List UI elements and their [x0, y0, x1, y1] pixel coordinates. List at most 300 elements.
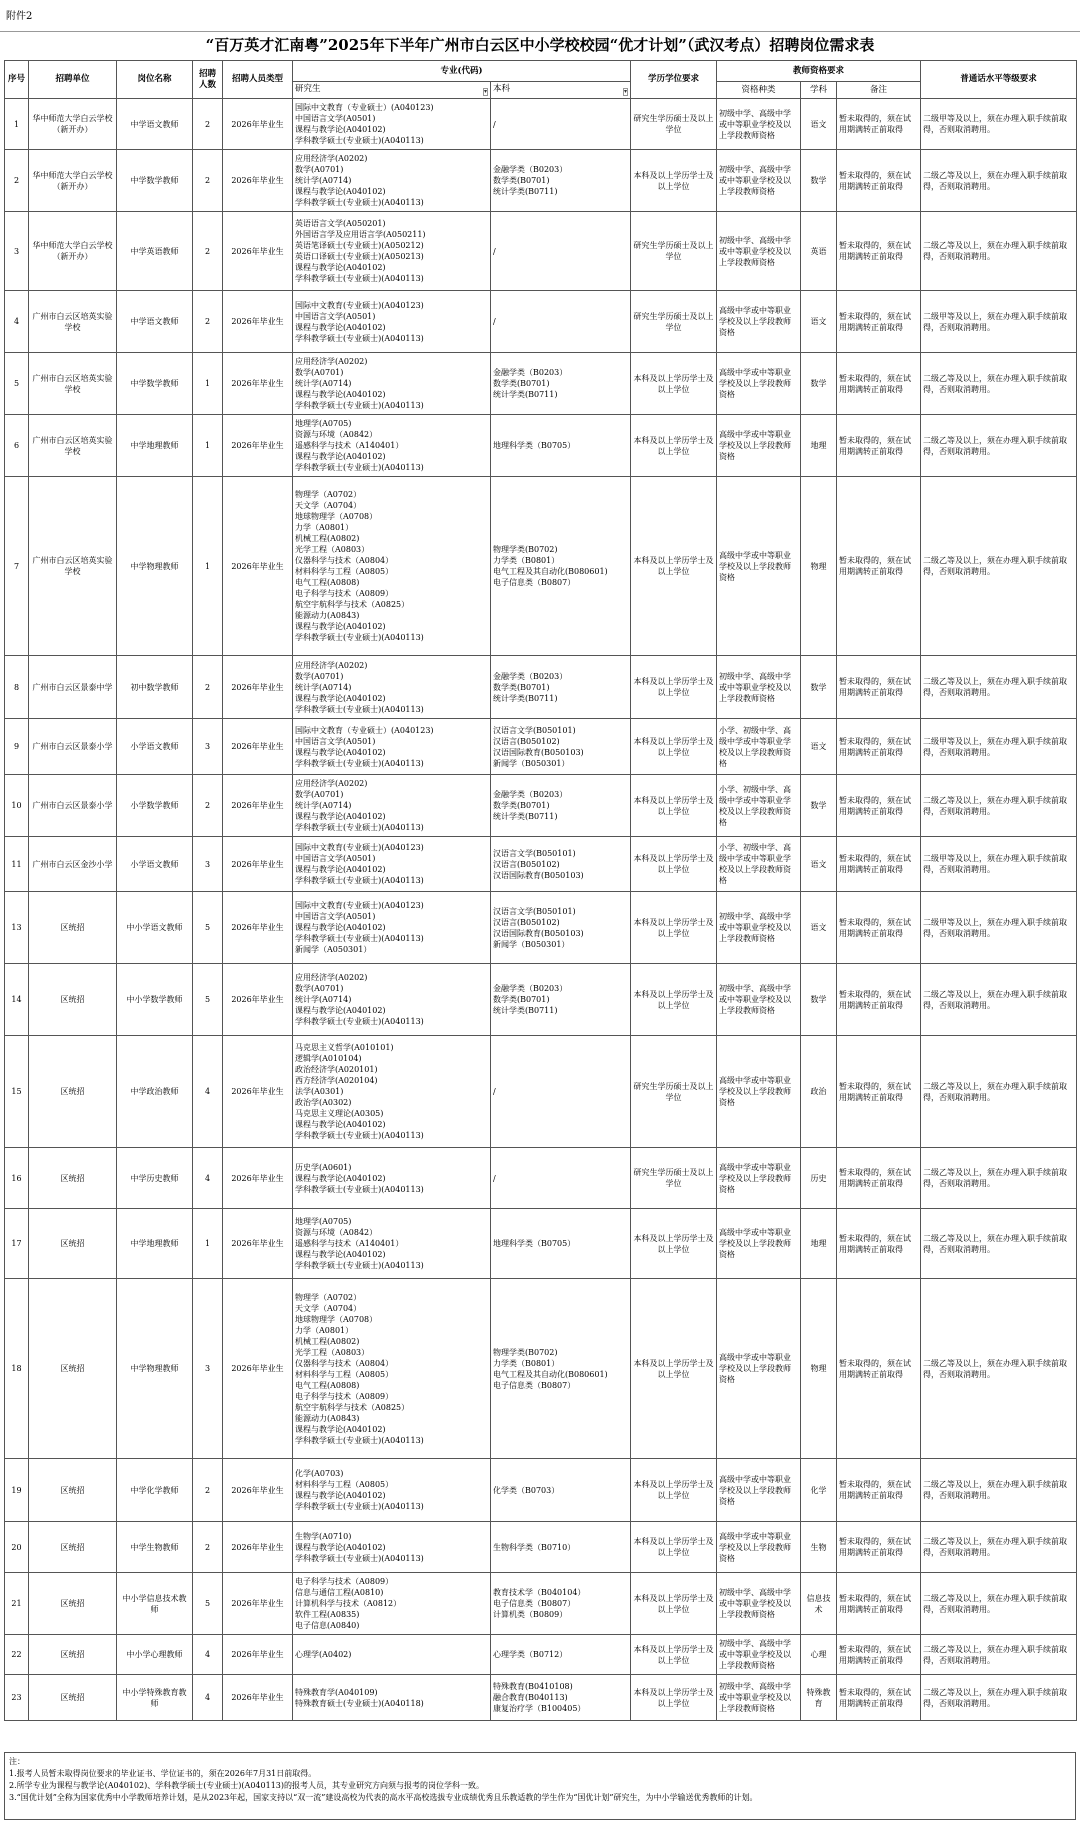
grad-line: 中国语言文学(A0501): [295, 736, 376, 746]
grad-line: 课程与教学论(A040102): [295, 1173, 386, 1183]
cell-edu: 本科及以上学历学士及以上学位: [631, 415, 717, 477]
cell-count: 1: [193, 353, 223, 415]
cell-type: 2026年毕业生: [223, 1635, 293, 1675]
grad-line: 历史学(A0601): [295, 1162, 352, 1172]
grad-line: 课程与教学论(A040102): [295, 923, 386, 932]
cell-count: 1: [193, 415, 223, 477]
table-row: [5, 656, 1077, 719]
grad-line: 统计学(A0714): [295, 682, 352, 692]
cell-grad: [293, 892, 491, 964]
ug-line: 汉语言文学(B050101): [493, 906, 576, 916]
cell-ug: [491, 837, 631, 892]
ug-line: 生物科学类（B0710）: [493, 1542, 576, 1552]
header-seq: 序号: [5, 61, 29, 99]
grad-line: 应用经济学(A0202): [295, 973, 368, 982]
cell-mandarin: 二级乙等及以上，须在办理入职手续前取得，否则取消聘用。: [921, 1459, 1077, 1522]
cell-unit: 区统招: [29, 1148, 117, 1209]
grad-line: 机械工程(A0802): [295, 1336, 360, 1346]
grad-line: 外国语言学及应用语言学(A050211): [295, 230, 426, 239]
cell-grad: [293, 99, 491, 150]
cell-subject: 语文: [801, 892, 837, 964]
grad-line: 课程与教学论(A040102): [295, 452, 386, 461]
cell-ug: [491, 656, 631, 719]
cell-mandarin: 二级乙等及以上，须在办理入职手续前取得，否则取消聘用。: [921, 353, 1077, 415]
cell-ug: [491, 353, 631, 415]
ug-line: 康复治疗学（B100405）: [493, 1704, 586, 1713]
grad-line: 物理学（A0702）: [295, 490, 362, 499]
cell-post: 中学语文教师: [117, 291, 193, 353]
cell-post: 中学物理教师: [117, 1279, 193, 1459]
cell-seq: 13: [5, 892, 29, 964]
grad-line: 地理学(A0705): [295, 1217, 352, 1226]
cell-ug: [491, 1459, 631, 1522]
cell-unit: 广州市白云区景泰小学: [29, 775, 117, 837]
table-row: [5, 719, 1077, 775]
cell-post: 中学生物教师: [117, 1522, 193, 1573]
cell-mandarin: 二级乙等及以上，须在办理入职手续前取得，否则取消聘用。: [921, 775, 1077, 837]
cell-edu: 本科及以上学历学士及以上学位: [631, 892, 717, 964]
grad-line: 物理学（A0702）: [295, 1292, 362, 1302]
grad-line: 课程与教学论(A040102): [295, 812, 386, 821]
cell-post: 中学数学教师: [117, 353, 193, 415]
grad-line: 政治学(A0302): [295, 1098, 352, 1107]
grad-line: 国际中文教育(专业硕士)(A040123): [295, 300, 424, 310]
cell-post: 小学数学教师: [117, 775, 193, 837]
grad-line: 课程与教学论(A040102): [295, 1424, 386, 1434]
cell-type: 2026年毕业生: [223, 415, 293, 477]
table-row: [5, 477, 1077, 656]
ug-line: 汉语国际教育(B050103): [493, 870, 584, 880]
grad-line: 数学(A0701): [295, 368, 344, 377]
grad-line: 西方经济学(A020104): [295, 1076, 378, 1085]
grad-line: 电气工程(A0808): [295, 578, 360, 587]
table-row: [5, 1209, 1077, 1279]
table-row: [5, 892, 1077, 964]
grad-line: 学科教学硕士(专业硕士)(A040113): [295, 704, 424, 714]
ug-line: 汉语言(B050102): [493, 917, 560, 927]
ug-line: 物理学类(B0702): [493, 545, 558, 554]
cell-remark: 暂未取得的，须在试用期满转正前取得: [837, 719, 921, 775]
cell-ug: [491, 964, 631, 1036]
cell-count: 4: [193, 1675, 223, 1721]
ug-line: 汉语言(B050102): [493, 859, 560, 869]
cell-seq: 23: [5, 1675, 29, 1721]
grad-line: 学科教学硕士(专业硕士)(A040113): [295, 1184, 424, 1194]
cell-remark: 暂未取得的，须在试用期满转正前取得: [837, 1279, 921, 1459]
cell-mandarin: 二级乙等及以上，须在办理入职手续前取得，否则取消聘用。: [921, 1573, 1077, 1635]
cell-subject: 数学: [801, 656, 837, 719]
cell-subject: 语文: [801, 99, 837, 150]
cell-edu: 本科及以上学历学士及以上学位: [631, 1279, 717, 1459]
grad-line: 光学工程（A0803）: [295, 545, 370, 554]
grad-line: 新闻学（A050301）: [295, 945, 372, 954]
cell-grad: [293, 719, 491, 775]
grad-line: 资源与环境（A0842）: [295, 1228, 378, 1237]
ug-line: 金融学类（B0203）: [493, 984, 568, 993]
grad-line: 数学(A0701): [295, 984, 344, 993]
cell-seq: 9: [5, 719, 29, 775]
cell-ug: [491, 1148, 631, 1209]
note-3: 3.“国优计划”全称为国家优秀中小学教师培养计划，是从2023年起，国家支持以“双一流”建设高校为代表的高水平高校选拔专业成绩优秀且乐教适教的学生作为“国优计划”研究生，为中小学输送优秀教师的计划。: [9, 1793, 758, 1802]
filter-dropdown-icon[interactable]: ▾: [624, 88, 628, 95]
cell-count: 4: [193, 1148, 223, 1209]
cell-ug: [491, 892, 631, 964]
ug-line: 金融学类（B0203）: [493, 671, 568, 681]
cell-unit: 华中师范大学白云学校（新开办）: [29, 150, 117, 212]
cell-grad: [293, 1635, 491, 1675]
ug-line: 心理学类（B0712）: [493, 1650, 568, 1659]
cell-edu: 本科及以上学历学士及以上学位: [631, 1459, 717, 1522]
cell-count: 2: [193, 1459, 223, 1522]
grad-line: 学科教学硕士(专业硕士)(A040113): [295, 633, 424, 642]
cell-type: 2026年毕业生: [223, 656, 293, 719]
table-row: [5, 1279, 1077, 1459]
grad-line: 电子信息(A0840): [295, 1621, 360, 1630]
grad-line: 逻辑学(A010104): [295, 1054, 362, 1063]
cell-mandarin: 二级乙等及以上，须在办理入职手续前取得，否则取消聘用。: [921, 212, 1077, 291]
cell-grad: [293, 1209, 491, 1279]
cell-type: 2026年毕业生: [223, 964, 293, 1036]
header-ug-label: 本科: [493, 84, 511, 94]
grad-line: 中国语言文学(A0501): [295, 311, 376, 321]
grad-line: 电子科学与技术（A0809）: [295, 589, 394, 598]
cell-mandarin: 二级乙等及以上，须在办理入职手续前取得，否则取消聘用。: [921, 1635, 1077, 1675]
ug-line: /: [493, 1173, 496, 1183]
grad-line: 课程与教学论(A040102): [295, 322, 386, 332]
grad-line: 应用经济学(A0202): [295, 154, 368, 163]
cell-edu: 本科及以上学历学士及以上学位: [631, 477, 717, 656]
grad-line: 数学(A0701): [295, 790, 344, 799]
cell-qual: 高级中学或中等职业学校及以上学段教师资格: [717, 353, 801, 415]
grad-line: 生物学(A0710): [295, 1531, 352, 1541]
cell-qual: 小学、初级中学、高级中学或中等职业学校及以上学段教师资格: [717, 719, 801, 775]
cell-post: 中小学语文教师: [117, 892, 193, 964]
grad-line: 课程与教学论(A040102): [295, 1491, 386, 1500]
grad-line: 统计学(A0714): [295, 379, 352, 388]
cell-ug: [491, 1209, 631, 1279]
cell-qual: 高级中学或中等职业学校及以上学段教师资格: [717, 1279, 801, 1459]
grad-line: 材料科学与工程（A0805）: [295, 1480, 394, 1489]
sheet-top-bar: [0, 0, 1080, 32]
cell-unit: 广州市白云区培英实验学校: [29, 291, 117, 353]
cell-post: 中小学特殊教育教师: [117, 1675, 193, 1721]
cell-post: 中学地理教师: [117, 415, 193, 477]
cell-edu: 研究生学历硕士及以上学位: [631, 99, 717, 150]
ug-line: 电气工程及其自动化(B080601): [493, 567, 608, 576]
grad-line: 课程与教学论(A040102): [295, 1120, 386, 1129]
cell-post: 中学物理教师: [117, 477, 193, 656]
ug-line: 统计学类(B0711): [493, 390, 558, 399]
cell-subject: 数学: [801, 353, 837, 415]
grad-line: 中国语言文学(A0501): [295, 114, 376, 123]
cell-subject: 语文: [801, 837, 837, 892]
cell-post: 中学数学教师: [117, 150, 193, 212]
cell-edu: 本科及以上学历学士及以上学位: [631, 837, 717, 892]
grad-line: 特殊教育学(A040109): [295, 1687, 378, 1697]
cell-grad: [293, 353, 491, 415]
table-row: [5, 1036, 1077, 1148]
grad-line: 电子科学与技术（A0809）: [295, 1577, 394, 1586]
cell-remark: 暂未取得的，须在试用期满转正前取得: [837, 415, 921, 477]
cell-subject: 政治: [801, 1036, 837, 1148]
header-edu: 学历学位要求: [631, 61, 717, 99]
grad-line: 学科教学硕士(专业硕士)(A040113): [295, 274, 424, 283]
cell-type: 2026年毕业生: [223, 1279, 293, 1459]
cell-subject: 特殊教育: [801, 1675, 837, 1721]
ug-line: 汉语国际教育(B050103): [493, 928, 584, 938]
cell-remark: 暂未取得的，须在试用期满转正前取得: [837, 212, 921, 291]
grad-line: 课程与教学论(A040102): [295, 187, 386, 196]
cell-grad: [293, 1573, 491, 1635]
cell-mandarin: 二级乙等及以上，须在办理入职手续前取得，否则取消聘用。: [921, 1279, 1077, 1459]
table-row: [5, 291, 1077, 353]
grad-line: 能源动力(A0843): [295, 611, 360, 620]
table-row: [5, 212, 1077, 291]
grad-line: 学科教学硕士(专业硕士)(A040113): [295, 198, 424, 207]
ug-line: 汉语言(B050102): [493, 736, 560, 746]
grad-line: 课程与教学论(A040102): [295, 1250, 386, 1259]
ug-line: 统计学类(B0711): [493, 187, 558, 196]
cell-edu: 研究生学历硕士及以上学位: [631, 1148, 717, 1209]
cell-post: 中学历史教师: [117, 1148, 193, 1209]
grad-line: 心理学(A0402): [295, 1650, 352, 1659]
cell-count: 5: [193, 964, 223, 1036]
cell-ug: [491, 1036, 631, 1148]
cell-qual: 初级中学、高级中学或中等职业学校及以上学段教师资格: [717, 212, 801, 291]
grad-line: 国际中文教育(专业硕士)(A040123): [295, 901, 424, 910]
ug-line: 金融学类（B0203）: [493, 165, 568, 174]
grad-line: 英语口译硕士(专业硕士)(A050213): [295, 252, 424, 261]
cell-qual: 高级中学或中等职业学校及以上学段教师资格: [717, 415, 801, 477]
grad-line: 力学（A0801）: [295, 1325, 354, 1335]
cell-ug: [491, 291, 631, 353]
cell-edu: 本科及以上学历学士及以上学位: [631, 1675, 717, 1721]
cell-qual: 初级中学、高级中学或中等职业学校及以上学段教师资格: [717, 99, 801, 150]
cell-type: 2026年毕业生: [223, 99, 293, 150]
cell-mandarin: 二级甲等及以上，须在办理入职手续前取得，否则取消聘用。: [921, 719, 1077, 775]
cell-grad: [293, 964, 491, 1036]
ug-line: 统计学类(B0711): [493, 693, 558, 703]
cell-seq: 8: [5, 656, 29, 719]
grad-line: 力学（A0801）: [295, 523, 354, 532]
cell-mandarin: 二级乙等及以上，须在办理入职手续前取得，否则取消聘用。: [921, 1675, 1077, 1721]
cell-seq: 17: [5, 1209, 29, 1279]
cell-subject: 物理: [801, 477, 837, 656]
table-row: [5, 964, 1077, 1036]
table-row: [5, 150, 1077, 212]
cell-type: 2026年毕业生: [223, 150, 293, 212]
grad-line: 学科教学硕士(专业硕士)(A040113): [295, 1131, 424, 1140]
grad-line: 机械工程(A0802): [295, 534, 360, 543]
cell-qual: 高级中学或中等职业学校及以上学段教师资格: [717, 291, 801, 353]
cell-mandarin: 二级乙等及以上，须在办理入职手续前取得，否则取消聘用。: [921, 656, 1077, 719]
cell-seq: 22: [5, 1635, 29, 1675]
cell-count: 2: [193, 291, 223, 353]
cell-post: 中小学心理教师: [117, 1635, 193, 1675]
cell-remark: 暂未取得的，须在试用期满转正前取得: [837, 1036, 921, 1148]
grad-line: 统计学(A0714): [295, 176, 352, 185]
ug-line: /: [493, 119, 496, 129]
cell-qual: 初级中学、高级中学或中等职业学校及以上学段教师资格: [717, 1635, 801, 1675]
table-row: [5, 1573, 1077, 1635]
grad-line: 天文学（A0704）: [295, 1303, 362, 1313]
cell-mandarin: 二级甲等及以上，须在办理入职手续前取得，否则取消聘用。: [921, 892, 1077, 964]
cell-qual: 初级中学、高级中学或中等职业学校及以上学段教师资格: [717, 150, 801, 212]
cell-unit: 区统招: [29, 1036, 117, 1148]
ug-line: 教育技术学（B040104）: [493, 1588, 586, 1597]
cell-remark: 暂未取得的，须在试用期满转正前取得: [837, 1522, 921, 1573]
cell-subject: 化学: [801, 1459, 837, 1522]
grad-line: 软件工程(A0835): [295, 1610, 360, 1619]
cell-subject: 地理: [801, 415, 837, 477]
grad-line: 学科教学硕士(专业硕士)(A040113): [295, 1017, 424, 1026]
table-row: [5, 353, 1077, 415]
ug-line: 统计学类(B0711): [493, 812, 558, 821]
cell-mandarin: 二级甲等及以上，须在办理入职手续前取得，否则取消聘用。: [921, 837, 1077, 892]
grad-line: 统计学(A0714): [295, 995, 352, 1004]
table-row: [5, 1148, 1077, 1209]
ug-line: 金融学类（B0203）: [493, 790, 568, 799]
grad-line: 课程与教学论(A040102): [295, 693, 386, 703]
filter-dropdown-icon[interactable]: ▾: [483, 88, 487, 95]
cell-unit: 区统招: [29, 1209, 117, 1279]
cell-type: 2026年毕业生: [223, 1522, 293, 1573]
cell-count: 2: [193, 656, 223, 719]
cell-qual: 初级中学、高级中学或中等职业学校及以上学段教师资格: [717, 1573, 801, 1635]
header-qual: 资格种类: [717, 82, 801, 99]
ug-line: 金融学类（B0203）: [493, 368, 568, 377]
cell-grad: [293, 1459, 491, 1522]
cell-edu: 本科及以上学历学士及以上学位: [631, 150, 717, 212]
cell-type: 2026年毕业生: [223, 353, 293, 415]
cell-count: 5: [193, 1573, 223, 1635]
ug-line: 新闻学（B050301）: [493, 939, 570, 949]
cell-ug: [491, 150, 631, 212]
grad-line: 遥感科学与技术（A140401）: [295, 1239, 404, 1248]
cell-grad: [293, 1279, 491, 1459]
note-1: 1.报考人员暂未取得岗位要求的毕业证书、学位证书的，须在2026年7月31日前取得。: [9, 1769, 317, 1778]
header-grad-label: 研究生: [295, 84, 321, 94]
notes-heading: 注：: [9, 1757, 25, 1766]
cell-post: 中小学数学教师: [117, 964, 193, 1036]
recruitment-table: [4, 60, 1077, 1721]
cell-count: 4: [193, 1036, 223, 1148]
cell-count: 1: [193, 1209, 223, 1279]
cell-seq: 2: [5, 150, 29, 212]
header-remark: 备注: [837, 82, 921, 99]
cell-remark: 暂未取得的，须在试用期满转正前取得: [837, 99, 921, 150]
grad-line: 仪器科学与技术（A0804）: [295, 556, 394, 565]
cell-mandarin: 二级甲等及以上，须在办理入职手续前取得，否则取消聘用。: [921, 99, 1077, 150]
cell-post: 小学语文教师: [117, 719, 193, 775]
grad-line: 航空宇航科学与技术（A0825）: [295, 600, 410, 609]
cell-mandarin: 二级乙等及以上，须在办理入职手续前取得，否则取消聘用。: [921, 1036, 1077, 1148]
cell-seq: 14: [5, 964, 29, 1036]
grad-line: 英语笔译硕士(专业硕士)(A050212): [295, 241, 424, 250]
cell-mandarin: 二级乙等及以上，须在办理入职手续前取得，否则取消聘用。: [921, 150, 1077, 212]
header-unit: 招聘单位: [29, 61, 117, 99]
cell-unit: 区统招: [29, 1459, 117, 1522]
cell-qual: 小学、初级中学、高级中学或中等职业学校及以上学段教师资格: [717, 775, 801, 837]
grad-line: 学科教学硕士(专业硕士)(A040113): [295, 758, 424, 768]
cell-mandarin: 二级乙等及以上，须在办理入职手续前取得，否则取消聘用。: [921, 964, 1077, 1036]
cell-subject: 数学: [801, 964, 837, 1036]
grad-line: 学科教学硕士(专业硕士)(A040113): [295, 1502, 424, 1511]
cell-subject: 生物: [801, 1522, 837, 1573]
table-row: [5, 775, 1077, 837]
grad-line: 地理学(A0705): [295, 419, 352, 428]
cell-unit: 广州市白云区培英实验学校: [29, 415, 117, 477]
cell-grad: [293, 212, 491, 291]
header-subject: 学科: [801, 82, 837, 99]
header-row: [5, 61, 1077, 82]
cell-ug: [491, 719, 631, 775]
cell-remark: 暂未取得的，须在试用期满转正前取得: [837, 353, 921, 415]
grad-line: 统计学(A0714): [295, 801, 352, 810]
cell-remark: 暂未取得的，须在试用期满转正前取得: [837, 150, 921, 212]
cell-type: 2026年毕业生: [223, 1675, 293, 1721]
ug-line: 汉语言文学(B050101): [493, 848, 576, 858]
grad-line: 学科教学硕士(专业硕士)(A040113): [295, 1553, 424, 1563]
header-post: 岗位名称: [117, 61, 193, 99]
cell-post: 中学语文教师: [117, 99, 193, 150]
ug-line: /: [493, 1087, 496, 1096]
cell-post: 中学英语教师: [117, 212, 193, 291]
ug-line: 电子信息类（B0807）: [493, 1599, 576, 1608]
ug-line: 新闻学（B050301）: [493, 758, 570, 768]
ug-line: 电子信息类（B0807）: [493, 578, 576, 587]
grad-line: 课程与教学论(A040102): [295, 747, 386, 757]
ug-line: 电子信息类（B0807）: [493, 1380, 576, 1390]
cell-unit: 区统招: [29, 1675, 117, 1721]
grad-line: 信息与通信工程(A0810): [295, 1588, 384, 1597]
grad-line: 中国语言文学(A0501): [295, 854, 376, 863]
cell-edu: 研究生学历硕士及以上学位: [631, 1036, 717, 1148]
cell-count: 3: [193, 1279, 223, 1459]
grad-line: 计算机科学与技术（A0812）: [295, 1599, 402, 1608]
cell-ug: [491, 1522, 631, 1573]
ug-line: 化学类（B0703）: [493, 1485, 560, 1495]
cell-ug: [491, 212, 631, 291]
table-row: [5, 1675, 1077, 1721]
table-row: [5, 99, 1077, 150]
ug-line: 数学类(B0701): [493, 995, 550, 1004]
grad-line: 特殊教育硕士(专业硕士)(A040118): [295, 1698, 424, 1708]
cell-type: 2026年毕业生: [223, 1036, 293, 1148]
header-major: 专业(代码): [293, 61, 631, 82]
cell-subject: 数学: [801, 775, 837, 837]
cell-count: 5: [193, 892, 223, 964]
grad-line: 地球物理学（A0708）: [295, 1314, 378, 1324]
cell-edu: 本科及以上学历学士及以上学位: [631, 1522, 717, 1573]
cell-ug: [491, 775, 631, 837]
cell-ug: [491, 415, 631, 477]
cell-unit: 区统招: [29, 1573, 117, 1635]
cell-seq: 19: [5, 1459, 29, 1522]
cell-count: 2: [193, 775, 223, 837]
grad-line: 资源与环境（A0842）: [295, 430, 378, 439]
grad-line: 学科教学硕士(专业硕士)(A040113): [295, 136, 424, 145]
page-title: “百万英才汇南粤”2025年下半年广州市白云区中小学校校园“优才计划”（武汉考点）招聘岗位需求表: [205, 36, 875, 54]
header-type: 招聘人员类型: [223, 61, 293, 99]
grad-line: 国际中文教育（专业硕士）(A040123): [295, 103, 434, 112]
ug-line: 数学类(B0701): [493, 801, 550, 810]
cell-subject: 信息技术: [801, 1573, 837, 1635]
notes-section: [4, 1752, 1076, 1820]
cell-seq: 11: [5, 837, 29, 892]
grad-line: 光学工程（A0803）: [295, 1347, 370, 1357]
cell-post: 中小学信息技术教师: [117, 1573, 193, 1635]
